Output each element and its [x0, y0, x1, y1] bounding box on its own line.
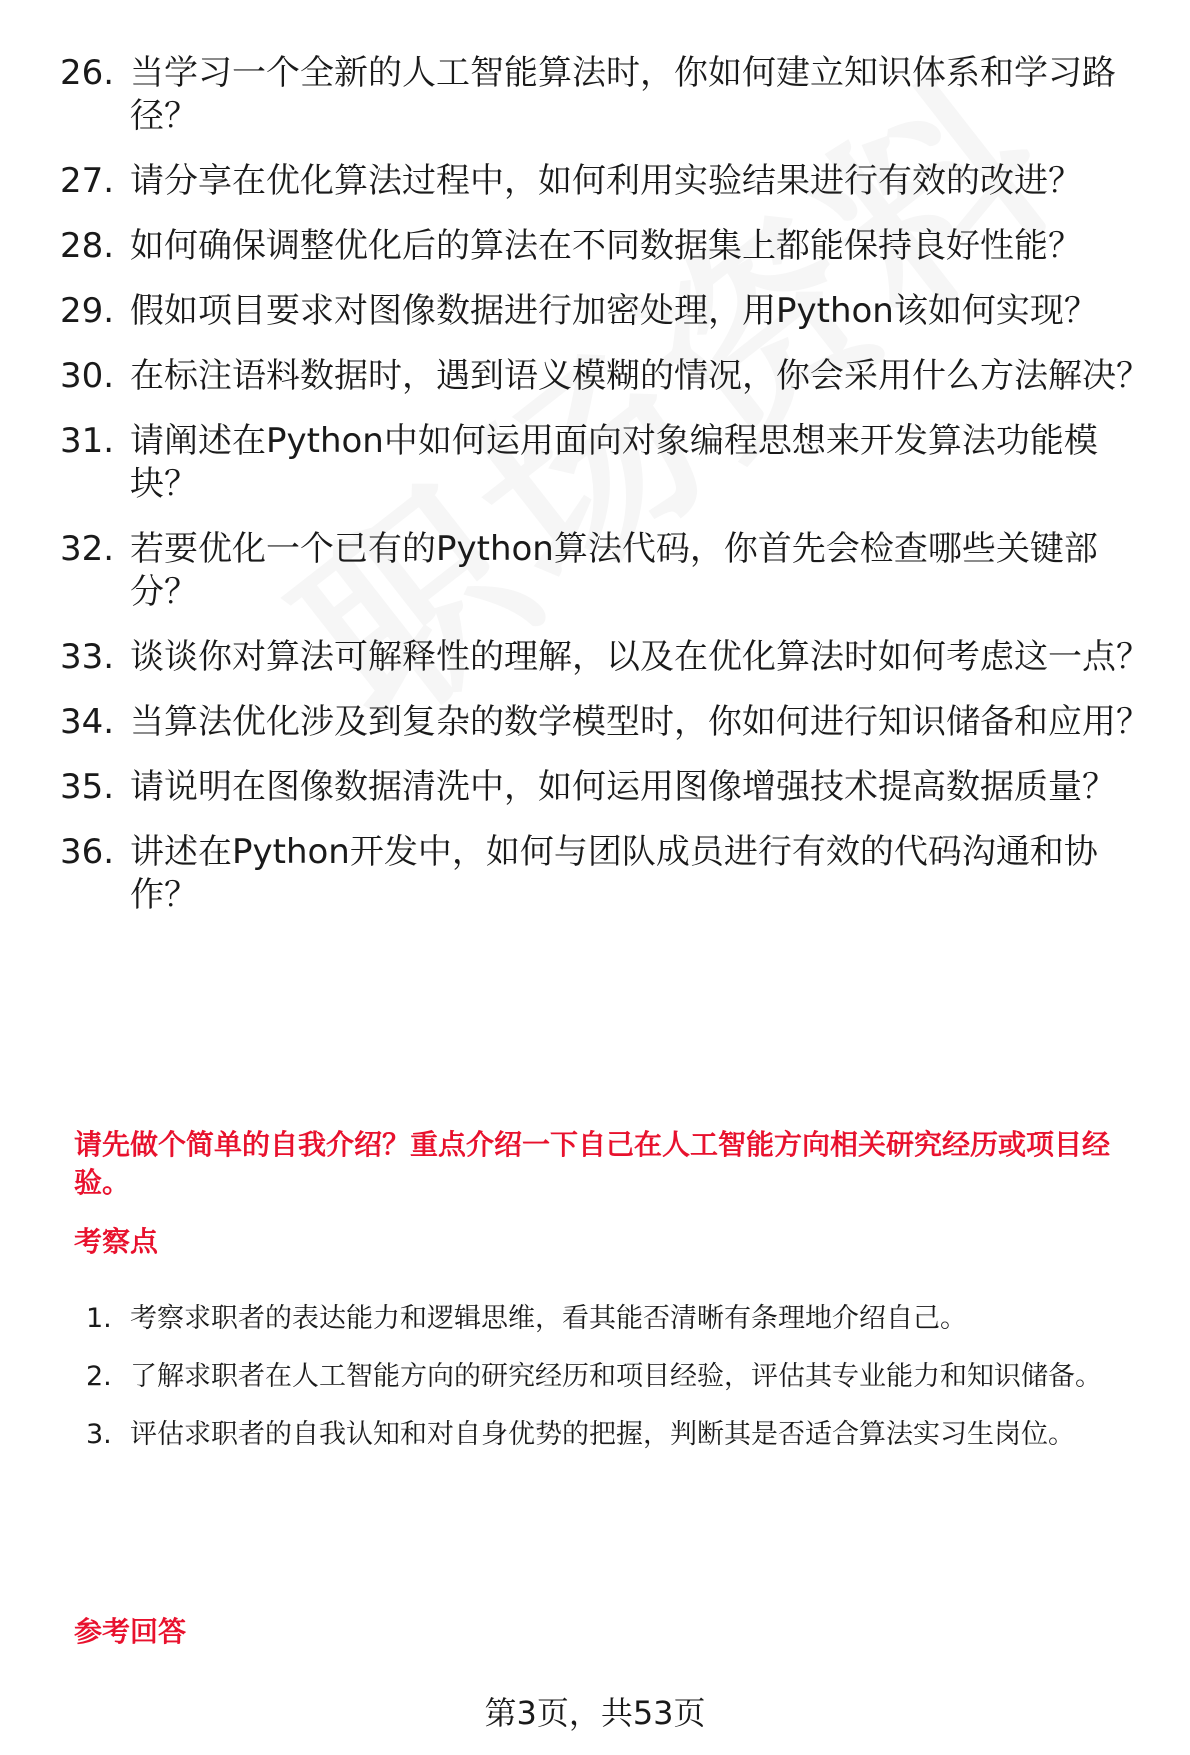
list-item: 26. 当学习一个全新的人工智能算法时，你如何建立知识体系和学习路径？	[60, 53, 1116, 136]
page-footer: 第3页，共53页	[484, 1694, 706, 1732]
question-list	[60, 52, 1160, 939]
focus-points-title: 考察点	[74, 1225, 159, 1258]
list-item: 33. 谈谈你对算法可解释性的理解，以及在优化算法时如何考虑这一点？	[60, 637, 1150, 677]
list-item: 3. 评估求职者的自我认知和对自身优势的把握，判断其是否适合算法实习生岗位。	[86, 1419, 1075, 1450]
list-item: 2. 了解求职者在人工智能方向的研究经历和项目经验，评估其专业能力和知识储备。	[86, 1361, 1102, 1392]
list-item: 34. 当算法优化涉及到复杂的数学模型时，你如何进行知识储备和应用？	[60, 702, 1150, 742]
list-item: 1. 考察求职者的表达能力和逻辑思维，看其能否清晰有条理地介绍自己。	[86, 1303, 967, 1334]
list-item: 29. 假如项目要求对图像数据进行加密处理，用Python该如何实现？	[60, 291, 1098, 331]
list-item: 35. 请说明在图像数据清洗中，如何运用图像增强技术提高数据质量？	[60, 767, 1116, 807]
list-item: 36. 讲述在Python开发中，如何与团队成员进行有效的代码沟通和协作？	[60, 832, 1098, 915]
list-item: 32. 若要优化一个已有的Python算法代码，你首先会检查哪些关键部分？	[60, 529, 1098, 612]
list-item: 31. 请阐述在Python中如何运用面向对象编程思想来开发算法功能模块？	[60, 421, 1098, 504]
section-question-heading: 请先做个简单的自我介绍？重点介绍一下自己在人工智能方向相关研究经历或项目经验。	[74, 1128, 1111, 1199]
list-item: 30. 在标注语料数据时，遇到语义模糊的情况，你会采用什么方法解决？	[60, 356, 1150, 396]
list-item: 28. 如何确保调整优化后的算法在不同数据集上都能保持良好性能？	[60, 226, 1082, 266]
focus-points-list	[86, 1290, 1156, 1464]
list-item: 27. 请分享在优化算法过程中，如何利用实验结果进行有效的改进？	[60, 161, 1082, 201]
reference-answer-title: 参考回答	[74, 1615, 187, 1648]
